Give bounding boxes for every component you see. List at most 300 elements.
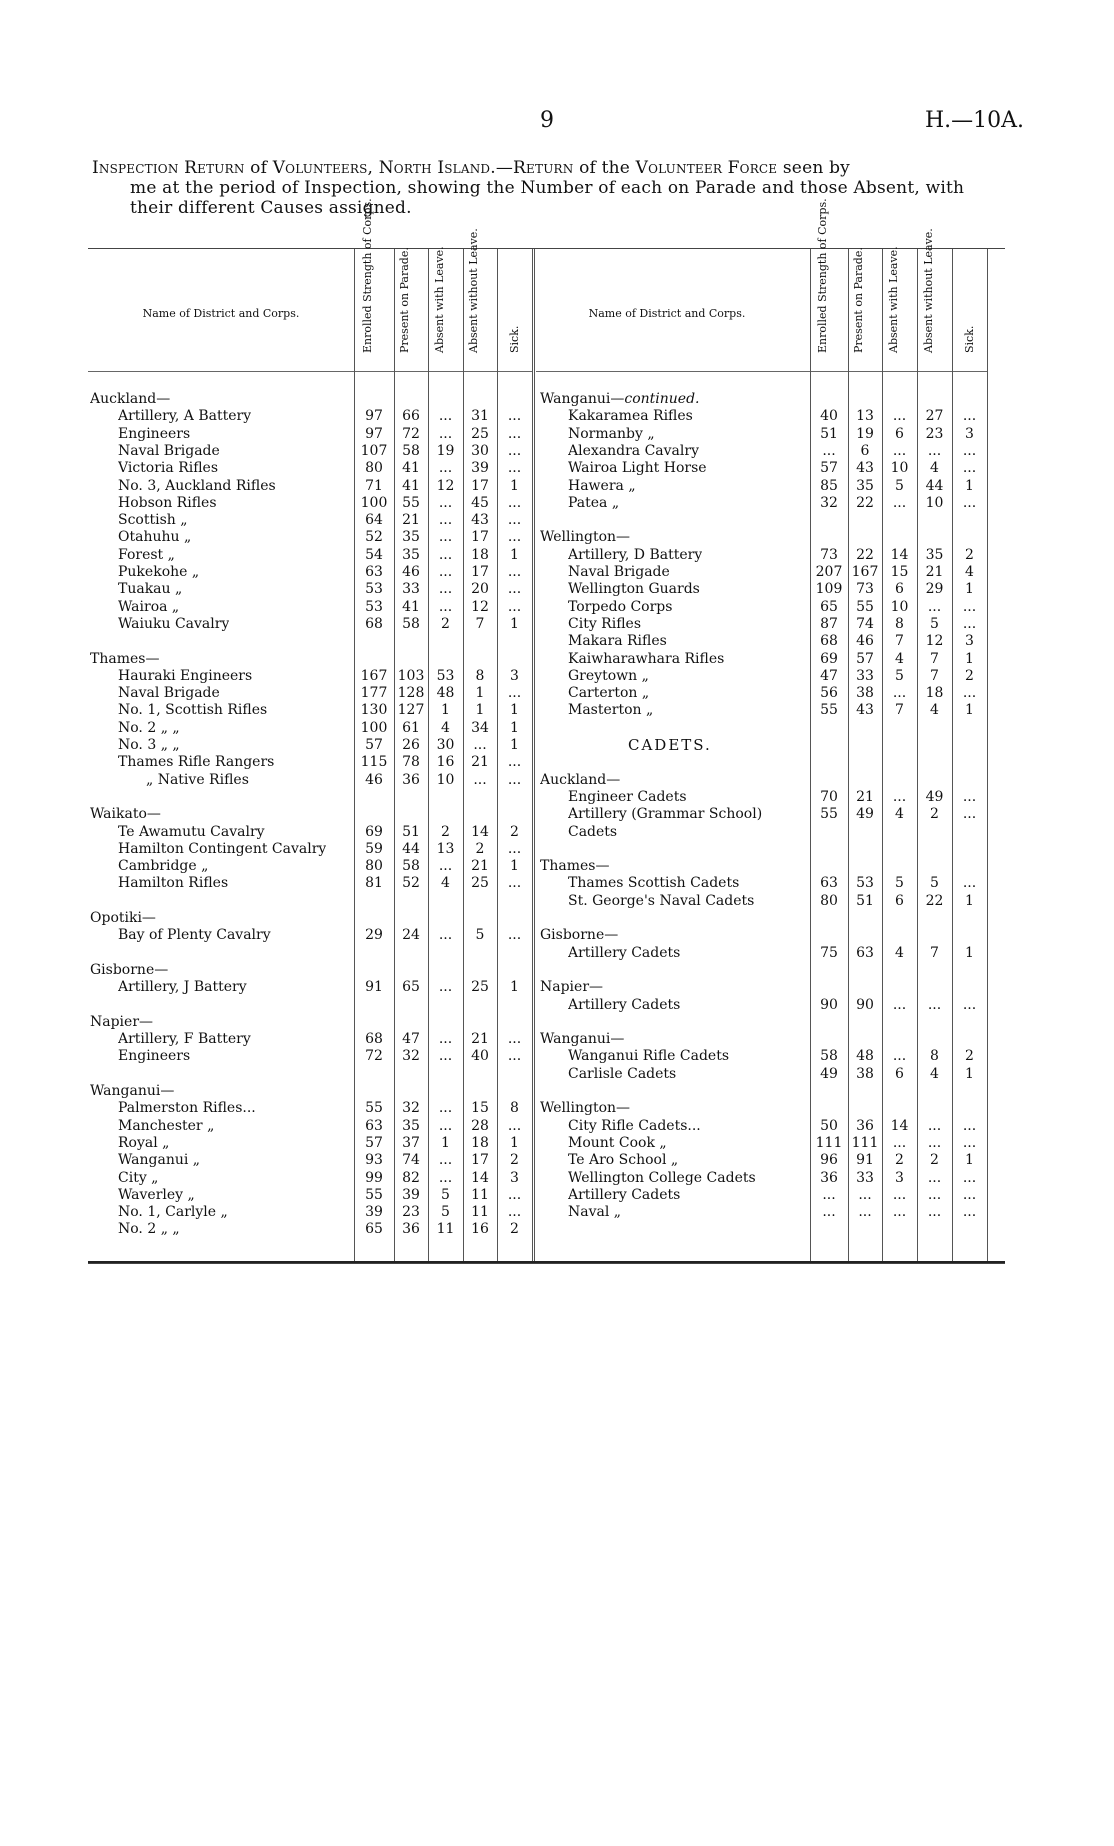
cell-value: 69 bbox=[365, 823, 383, 840]
table-row bbox=[88, 1048, 1005, 1065]
table-row bbox=[88, 806, 1005, 823]
cell-value: 59 bbox=[365, 840, 383, 857]
cell-value: 55 bbox=[856, 598, 874, 615]
cell-value: ... bbox=[438, 1100, 453, 1117]
table-row bbox=[88, 1221, 1005, 1238]
cell-value: 1 bbox=[965, 1152, 974, 1169]
cell-value: 68 bbox=[365, 1031, 383, 1048]
cell-value: 35 bbox=[856, 477, 874, 494]
column-header-present: Present on Parade. bbox=[852, 247, 865, 353]
cell-value: 39 bbox=[365, 1204, 383, 1221]
table-row bbox=[88, 824, 1005, 841]
corps-name: Kaiwharawhara Rifles bbox=[568, 650, 725, 667]
cell-value: 1 bbox=[510, 546, 519, 563]
cell-value: 127 bbox=[397, 702, 425, 719]
title-part: Inspection Return bbox=[92, 158, 245, 178]
cell-value: 10 bbox=[890, 598, 909, 615]
corps-name: Wellington Guards bbox=[568, 581, 700, 598]
cell-value: 57 bbox=[365, 1134, 383, 1151]
cell-value: 13 bbox=[856, 408, 874, 425]
column-header-present: Present on Parade. bbox=[398, 247, 411, 353]
corps-name: Patea „ bbox=[568, 494, 620, 511]
cell-value: 1 bbox=[510, 615, 519, 632]
cell-value: ... bbox=[962, 598, 977, 615]
cell-value: 51 bbox=[402, 823, 420, 840]
cell-value: 43 bbox=[856, 460, 874, 477]
cell-value: 27 bbox=[925, 408, 944, 425]
cell-value: 4 bbox=[441, 719, 450, 736]
section-heading: CADETS. bbox=[628, 736, 712, 754]
cell-value: 43 bbox=[471, 512, 489, 529]
table-row bbox=[88, 789, 1005, 806]
cell-value: 45 bbox=[471, 494, 489, 511]
cell-value: 49 bbox=[856, 806, 874, 823]
cell-value: 2 bbox=[930, 806, 939, 823]
cell-value: 53 bbox=[436, 667, 455, 684]
cell-value: 55 bbox=[365, 1186, 383, 1203]
corps-name: Wanganui— bbox=[540, 1031, 625, 1048]
corps-name: Napier— bbox=[540, 979, 604, 996]
cell-value: 1 bbox=[510, 979, 519, 996]
cell-value: 87 bbox=[820, 615, 838, 632]
cell-value: ... bbox=[892, 1134, 907, 1151]
cell-value: 14 bbox=[890, 546, 909, 563]
cell-value: ... bbox=[962, 1186, 977, 1203]
corps-name: Wellington— bbox=[540, 529, 631, 546]
cell-value: ... bbox=[438, 460, 453, 477]
cell-value: 6 bbox=[895, 581, 904, 598]
cell-value: 48 bbox=[436, 685, 455, 702]
cell-value: 28 bbox=[471, 1117, 489, 1134]
cell-value: ... bbox=[962, 806, 977, 823]
document-title bbox=[92, 158, 1012, 218]
cell-value: 17 bbox=[471, 1152, 489, 1169]
cell-value: ... bbox=[438, 1152, 453, 1169]
table-row bbox=[88, 408, 1005, 425]
table-row bbox=[88, 633, 1005, 650]
cell-value: 177 bbox=[360, 685, 388, 702]
cell-value: ... bbox=[507, 771, 522, 788]
table-row bbox=[88, 1083, 1005, 1100]
cell-value: 91 bbox=[365, 979, 383, 996]
cell-value: 4 bbox=[930, 460, 939, 477]
cell-value: ... bbox=[962, 1204, 977, 1221]
cell-value: ... bbox=[892, 685, 907, 702]
cell-value: 53 bbox=[856, 875, 874, 892]
corps-name: Waiuku Cavalry bbox=[118, 615, 230, 632]
cell-value: ... bbox=[438, 1117, 453, 1134]
cell-value: 38 bbox=[856, 1065, 874, 1082]
cell-value: 128 bbox=[397, 685, 425, 702]
cell-value: 69 bbox=[820, 650, 838, 667]
cell-value: 35 bbox=[402, 1117, 420, 1134]
corps-name: Scottish „ bbox=[118, 512, 188, 529]
cell-value: 1 bbox=[510, 1134, 519, 1151]
title-part: of bbox=[244, 158, 273, 178]
cell-value: 18 bbox=[471, 1134, 489, 1151]
cell-value: ... bbox=[927, 1134, 942, 1151]
cell-value: ... bbox=[927, 1204, 942, 1221]
cell-value: 57 bbox=[365, 737, 383, 753]
cell-value: 91 bbox=[856, 1152, 874, 1169]
cell-value: 8 bbox=[510, 1100, 519, 1117]
table-row bbox=[88, 772, 1005, 789]
cell-value: ... bbox=[438, 1048, 453, 1065]
cell-value: 109 bbox=[815, 581, 843, 598]
cell-value: 1 bbox=[441, 702, 450, 719]
cell-value: 16 bbox=[471, 1221, 489, 1238]
cell-value: 81 bbox=[365, 875, 383, 892]
cell-value: 35 bbox=[925, 546, 944, 563]
cell-value: 38 bbox=[856, 685, 874, 702]
corps-name: Naval Brigade bbox=[118, 442, 220, 459]
cell-value: 65 bbox=[402, 979, 420, 996]
cell-value: 39 bbox=[471, 460, 489, 477]
cell-value: 53 bbox=[365, 581, 383, 598]
cell-value: 7 bbox=[930, 667, 939, 684]
cell-value: 2 bbox=[441, 823, 450, 840]
cell-value: 63 bbox=[820, 875, 838, 892]
corps-name: Cadets bbox=[568, 823, 618, 840]
column-header-absent-with: Absent with Leave. bbox=[886, 246, 900, 353]
cell-value: 6 bbox=[860, 442, 870, 459]
cell-value: ... bbox=[892, 442, 907, 459]
corps-name: Thames Rifle Rangers bbox=[118, 754, 275, 771]
cell-value: ... bbox=[927, 1169, 942, 1186]
cell-value: 75 bbox=[820, 944, 838, 961]
column-header-absent-with: Absent with Leave. bbox=[432, 246, 446, 353]
cell-value: 65 bbox=[820, 598, 838, 615]
cell-value: ... bbox=[962, 442, 977, 459]
cell-value: ... bbox=[507, 685, 522, 702]
cell-value: 12 bbox=[436, 477, 455, 494]
cell-value: 1 bbox=[965, 1065, 974, 1082]
cell-value: ... bbox=[438, 425, 453, 442]
title-line-3: their different Causes assigned. bbox=[130, 198, 412, 218]
cell-value: ... bbox=[962, 615, 977, 632]
cell-value: 64 bbox=[365, 512, 383, 529]
corps-name: Manchester „ bbox=[118, 1117, 215, 1134]
cell-value: 167 bbox=[360, 667, 388, 684]
cell-value: 4 bbox=[930, 702, 939, 719]
cell-value: 21 bbox=[925, 564, 944, 580]
corps-name: Artillery, J Battery bbox=[118, 979, 247, 996]
corps-name: Thames Scottish Cadets bbox=[568, 875, 740, 892]
cell-value: ... bbox=[927, 1186, 942, 1203]
cell-value: ... bbox=[892, 1186, 907, 1203]
cell-value: 80 bbox=[365, 460, 383, 477]
cell-value: 1 bbox=[965, 581, 974, 598]
cell-value: 32 bbox=[820, 494, 838, 511]
table-row bbox=[88, 599, 1005, 616]
corps-name: Naval Brigade bbox=[568, 564, 670, 580]
cell-value: 5 bbox=[930, 615, 939, 632]
table-row bbox=[88, 512, 1005, 529]
cell-value: 23 bbox=[402, 1204, 420, 1221]
cell-value: 5 bbox=[895, 875, 904, 892]
cell-value: 2 bbox=[965, 1048, 974, 1065]
table-row bbox=[88, 720, 1005, 737]
corps-name: Cambridge „ bbox=[118, 858, 209, 875]
cell-value: 93 bbox=[365, 1152, 383, 1169]
corps-name: Wairoa „ bbox=[118, 598, 180, 615]
cell-value: 3 bbox=[510, 1169, 519, 1186]
cell-value: ... bbox=[962, 875, 977, 892]
corps-name: Wairoa Light Horse bbox=[568, 460, 707, 477]
cell-value: ... bbox=[507, 581, 522, 598]
cell-value: ... bbox=[507, 512, 522, 529]
cell-value: 35 bbox=[402, 529, 420, 546]
corps-name: Palmerston Rifles... bbox=[118, 1100, 256, 1117]
cell-value: 4 bbox=[895, 806, 904, 823]
cell-value: ... bbox=[438, 1031, 453, 1048]
title-part: Volunteer Force bbox=[635, 158, 778, 178]
corps-name: Wanganui „ bbox=[118, 1152, 201, 1169]
table-row bbox=[88, 443, 1005, 460]
corps-name: Naval Brigade bbox=[118, 685, 220, 702]
cell-value: ... bbox=[962, 1117, 977, 1134]
cell-value: 49 bbox=[925, 788, 944, 805]
cell-value: 68 bbox=[820, 633, 838, 650]
page-number: 9 bbox=[540, 108, 554, 133]
cell-value: 90 bbox=[820, 996, 838, 1013]
cell-value: 111 bbox=[851, 1134, 879, 1151]
table-row bbox=[88, 875, 1005, 892]
cell-value: 8 bbox=[475, 667, 485, 684]
cell-value: 70 bbox=[820, 788, 838, 805]
cell-value: ... bbox=[507, 408, 522, 425]
corps-name: No. 2 „ „ bbox=[118, 719, 180, 736]
cell-value: 3 bbox=[895, 1169, 904, 1186]
cell-value: 49 bbox=[820, 1065, 838, 1082]
corps-name: Napier— bbox=[90, 1013, 154, 1030]
cell-value: 65 bbox=[365, 1221, 383, 1238]
table-row bbox=[88, 945, 1005, 962]
cell-value: 31 bbox=[471, 408, 489, 425]
corps-name: Alexandra Cavalry bbox=[568, 442, 699, 459]
cell-value: 55 bbox=[402, 494, 420, 511]
cell-value: ... bbox=[892, 1204, 907, 1221]
corps-name: Te Aro School „ bbox=[568, 1152, 679, 1169]
cell-value: 97 bbox=[365, 425, 383, 442]
table-row bbox=[88, 1118, 1005, 1135]
corps-name: Engineer Cadets bbox=[568, 788, 687, 805]
cell-value: 57 bbox=[820, 460, 838, 477]
cell-value: 37 bbox=[402, 1134, 420, 1151]
cell-value: 12 bbox=[471, 598, 489, 615]
cell-value: ... bbox=[473, 737, 487, 753]
cell-value: 21 bbox=[471, 754, 489, 771]
cell-value: 44 bbox=[925, 477, 944, 494]
cell-value: 51 bbox=[820, 425, 838, 442]
column-header-sick: Sick. bbox=[507, 325, 521, 353]
table-row bbox=[88, 754, 1005, 771]
cell-value: ... bbox=[438, 494, 453, 511]
cell-value: 34 bbox=[471, 719, 489, 736]
header-rule bbox=[88, 371, 532, 372]
cell-value: ... bbox=[507, 598, 522, 615]
cell-value: 2 bbox=[475, 840, 485, 857]
cell-value: 58 bbox=[402, 615, 420, 632]
cell-value: ... bbox=[962, 408, 977, 425]
cell-value: 2 bbox=[510, 1221, 519, 1238]
table-row bbox=[88, 564, 1005, 581]
corps-name: No. 1, Carlyle „ bbox=[118, 1204, 228, 1221]
cell-value: 22 bbox=[925, 892, 944, 909]
table-row bbox=[88, 1014, 1005, 1031]
cell-value: ... bbox=[438, 979, 453, 996]
cell-value: 1 bbox=[965, 944, 974, 961]
corps-name: St. George's Naval Cadets bbox=[568, 892, 755, 909]
cell-value: 7 bbox=[475, 615, 485, 632]
cell-value: 23 bbox=[925, 425, 944, 442]
cell-value: 11 bbox=[471, 1204, 489, 1221]
cell-value: 73 bbox=[856, 581, 874, 598]
cell-value: 6 bbox=[895, 425, 904, 442]
cell-value: 21 bbox=[471, 858, 489, 875]
table-row bbox=[88, 910, 1005, 927]
cell-value: 14 bbox=[471, 823, 489, 840]
corps-name: City Rifles bbox=[568, 615, 642, 632]
cell-value: 85 bbox=[820, 477, 838, 494]
cell-value: 61 bbox=[402, 719, 420, 736]
corps-name: „ Native Rifles bbox=[146, 771, 249, 788]
corps-name: Normanby „ bbox=[568, 425, 655, 442]
cell-value: 74 bbox=[402, 1152, 420, 1169]
corps-name: Hawera „ bbox=[568, 477, 636, 494]
corps-name: Auckland— bbox=[540, 771, 621, 788]
cell-value: 29 bbox=[925, 581, 944, 598]
cell-value: 1 bbox=[965, 477, 974, 494]
table-row bbox=[88, 426, 1005, 443]
corps-name: Wellington— bbox=[540, 1100, 631, 1117]
table-row bbox=[88, 1135, 1005, 1152]
cell-value: 40 bbox=[471, 1048, 489, 1065]
table-row bbox=[88, 1204, 1005, 1221]
corps-name: Hauraki Engineers bbox=[118, 667, 253, 684]
corps-name: Carterton „ bbox=[568, 685, 650, 702]
table-row bbox=[88, 841, 1005, 858]
cell-value: 52 bbox=[365, 529, 383, 546]
corps-name: City Rifle Cadets... bbox=[568, 1117, 701, 1134]
cell-value: 100 bbox=[360, 719, 388, 736]
title-line-2: me at the period of Inspection, showing the Number of each on Parade and those Absent, with bbox=[130, 178, 965, 198]
cell-value: 6 bbox=[895, 892, 904, 909]
cell-value: ... bbox=[892, 1048, 907, 1065]
cell-value: 17 bbox=[471, 564, 489, 580]
cell-value: 1 bbox=[510, 477, 519, 494]
cell-value: 22 bbox=[856, 494, 874, 511]
cell-value: 19 bbox=[436, 442, 455, 459]
corps-name: No. 3 „ „ bbox=[118, 737, 180, 753]
corps-name: Artillery Cadets bbox=[568, 944, 681, 961]
cell-value: 103 bbox=[397, 667, 425, 684]
cell-value: 74 bbox=[856, 615, 874, 632]
cell-value: 30 bbox=[436, 737, 455, 753]
cell-value: 46 bbox=[856, 633, 874, 650]
corps-name: No. 1, Scottish Rifles bbox=[118, 702, 268, 719]
cell-value: 39 bbox=[402, 1186, 420, 1203]
cell-value: 1 bbox=[510, 737, 519, 753]
table-row bbox=[88, 997, 1005, 1014]
cell-value: 90 bbox=[856, 996, 874, 1013]
cell-value: 11 bbox=[471, 1186, 489, 1203]
corps-name: Hamilton Contingent Cavalry bbox=[118, 840, 327, 857]
corps-name: Mount Cook „ bbox=[568, 1134, 667, 1151]
cell-value: 12 bbox=[925, 633, 944, 650]
cell-value: ... bbox=[858, 1186, 872, 1203]
cell-value: 52 bbox=[402, 875, 420, 892]
cell-value: 32 bbox=[402, 1048, 420, 1065]
cell-value: 71 bbox=[365, 477, 383, 494]
cell-value: ... bbox=[507, 425, 522, 442]
cell-value: 8 bbox=[930, 1048, 939, 1065]
corps-name: Waverley „ bbox=[118, 1186, 195, 1203]
cell-value: 24 bbox=[402, 927, 420, 944]
table-row bbox=[88, 737, 1005, 754]
cell-value: 41 bbox=[402, 598, 420, 615]
cell-value: 44 bbox=[402, 840, 420, 857]
title-part: — bbox=[495, 158, 514, 178]
cell-value: 4 bbox=[441, 875, 450, 892]
cell-value: 58 bbox=[402, 858, 420, 875]
cell-value: 68 bbox=[365, 615, 383, 632]
corps-name: Wellington College Cadets bbox=[568, 1169, 756, 1186]
cell-value: ... bbox=[927, 598, 942, 615]
cell-value: ... bbox=[507, 1186, 522, 1203]
cell-value: ... bbox=[892, 408, 907, 425]
table-row bbox=[88, 1100, 1005, 1117]
table-row bbox=[88, 1031, 1005, 1048]
cell-value: 32 bbox=[402, 1100, 420, 1117]
cell-value: 13 bbox=[436, 840, 455, 857]
cell-value: ... bbox=[438, 858, 453, 875]
header-rule bbox=[536, 371, 988, 372]
cell-value: 63 bbox=[365, 1117, 383, 1134]
cell-value: 21 bbox=[856, 788, 874, 805]
cell-value: 111 bbox=[815, 1134, 843, 1151]
table-row bbox=[88, 616, 1005, 633]
cell-value: 57 bbox=[856, 650, 874, 667]
cell-value: 36 bbox=[856, 1117, 874, 1134]
cell-value: 207 bbox=[815, 564, 843, 580]
cell-value: 5 bbox=[895, 667, 904, 684]
cell-value: 80 bbox=[365, 858, 383, 875]
table-row bbox=[88, 460, 1005, 477]
cell-value: 4 bbox=[965, 564, 974, 580]
table-row bbox=[88, 858, 1005, 875]
corps-name: Torpedo Corps bbox=[568, 598, 673, 615]
table-row bbox=[88, 478, 1005, 495]
cell-value: 41 bbox=[402, 477, 420, 494]
table-bottom-rule bbox=[88, 1263, 1005, 1264]
cell-value: ... bbox=[962, 1134, 977, 1151]
corps-name: Artillery Cadets bbox=[568, 996, 681, 1013]
corps-name: Hamilton Rifles bbox=[118, 875, 229, 892]
column-header-enrolled: Enrolled Strength of Corps. bbox=[361, 198, 374, 353]
cell-value: 33 bbox=[402, 581, 420, 598]
title-part: seen by bbox=[777, 158, 850, 178]
cell-value: ... bbox=[927, 442, 942, 459]
cell-value: 1 bbox=[965, 702, 974, 719]
cell-value: 5 bbox=[930, 875, 939, 892]
cell-value: 26 bbox=[402, 737, 420, 753]
cell-value: 3 bbox=[510, 667, 519, 684]
cell-value: 21 bbox=[471, 1031, 489, 1048]
cell-value: 53 bbox=[365, 598, 383, 615]
column-header-name: Name of District and Corps. bbox=[588, 307, 746, 320]
cell-value: 5 bbox=[895, 477, 904, 494]
